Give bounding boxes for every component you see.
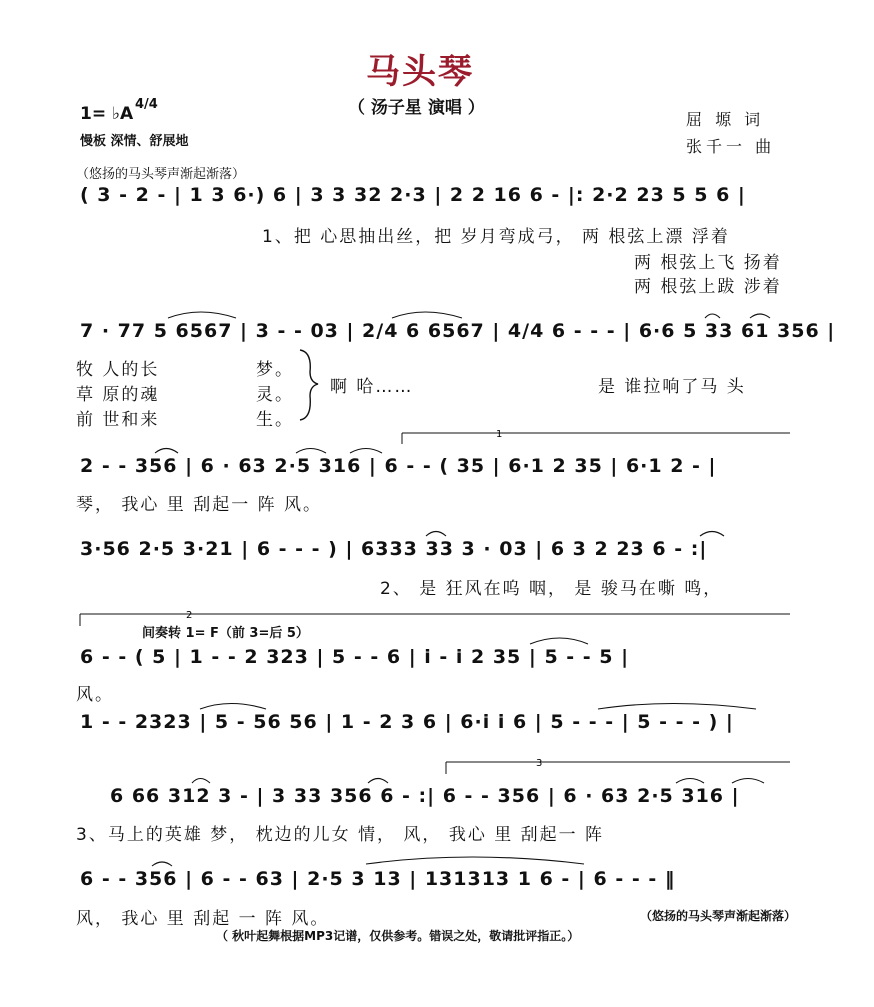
slur [368,779,388,784]
slur [732,779,764,784]
lyric-row-2-end-2: 灵。 [256,385,294,405]
slur [426,532,446,537]
lyric-row-5: 风。 [76,685,114,705]
singer-credit: （ 汤子星 演唱 ） [348,98,485,118]
lyric-row-8: 风， 我心 里 刮起 一 阵 风。 [76,909,330,929]
notation-row-6: 1 - - 2323 | 5 - 56 56 | 1 - 2 3 6 | 6·i i 6 | 5 - - - | 5 - - - ) | [80,711,734,733]
intro-note: （悠扬的马头琴声渐起渐落） [76,167,246,182]
slur [192,779,210,784]
slur [530,638,588,644]
notation-row-3: 2 - - 356 | 6 · 63 2·5 316 | 6 - - ( 35 | 6·1 2 35 | 6·1 2 - | [80,455,717,477]
outro-note: （悠扬的马头琴声渐起渐落） [640,909,797,923]
volta-2-label: 2 [186,610,193,621]
volta-3-label: 3 [536,758,543,769]
slur [598,704,756,710]
notation-row-1: ( 3 - 2 - | 1 3 6·) 6 | 3 3 32 2·3 | 2 2 16 6 - |: 2·2 23 5 5 6 | [80,184,746,206]
lyric-row-2-verse-3: 前 世和来 [76,410,160,430]
slur [676,779,704,784]
tempo-marking: 慢板 深情、舒展地 [80,134,189,149]
footer-note: （ 秋叶起舞根据MP3记谱，仅供参考。错误之处，敬请批评指正。） [216,929,580,943]
lyric-row-3: 琴， 我心 里 刮起一 阵 风。 [76,495,323,515]
lyric-row-2-end-1: 梦。 [256,360,294,380]
slur [200,704,266,710]
volta-1-label: 1 [496,429,503,440]
notation-row-7: 6 66 312 3 - | 3 33 356 6 - :| 6 - - 356 | 6 · 63 2·5 316 | [110,785,740,807]
slur [366,857,584,864]
notation-row-4: 3·56 2·5 3·21 | 6 - - - ) | 6333 33 3 · 03 | 6 3 2 23 6 - :| [80,538,708,560]
key-signature: 1= ♭A [80,104,134,124]
lyric-interjection: 啊 哈…… [330,377,414,397]
lyric-row-2-end-3: 生。 [256,410,294,430]
composer-credit: 张千一 曲 [686,137,776,156]
lyric-row-1-verse-2: 两 根弦上飞 扬着 [634,253,782,273]
lyric-row-1-verse-3: 两 根弦上跋 涉着 [634,277,782,297]
lyricist-credit: 屈 塬 词 [686,110,765,129]
slur [700,532,724,537]
slur [168,312,236,318]
notation-row-5: 6 - - ( 5 | 1 - - 2 323 | 5 - - 6 | i - i 2 35 | 5 - - 5 | [80,646,630,668]
slur [705,314,720,318]
slur [350,449,382,454]
interlude-note: 间奏转 1= F（前 3=后 5） [142,626,309,641]
time-signature-text: 4/4 [135,97,158,112]
lyric-row-7: 3、马上的英雄 梦， 枕边的儿女 情， 风， 我心 里 刮起一 阵 [76,825,605,845]
slur [155,449,178,454]
lyric-phrase: 是 谁拉响了马 头 [598,377,746,397]
notation-row-2: 7 · 77 5 6567 | 3 - - 03 | 2/4 6 6567 | 4/4 6 - - - | 6·6 5 33 61 356 | [80,320,836,342]
slur [296,449,326,454]
page-title: 马头琴 [366,52,474,92]
verse-brace [300,350,318,420]
slur [750,314,770,318]
slur [392,312,462,318]
lyric-row-2-verse-2: 草 原的魂 [76,385,160,405]
lyric-row-4: 2、 是 狂风在呜 咽， 是 骏马在嘶 鸣， [380,579,723,599]
lyric-row-2-verse-1: 牧 人的长 [76,360,160,380]
slur [152,862,172,866]
notation-row-8: 6 - - 356 | 6 - - 63 | 2·5 3 13 | 131313 1 6 - | 6 - - - ‖ [80,868,676,890]
lyric-row-1-verse-1: 1、把 心思抽出丝，把 岁月弯成弓， 两 根弦上漂 浮着 [262,227,730,247]
